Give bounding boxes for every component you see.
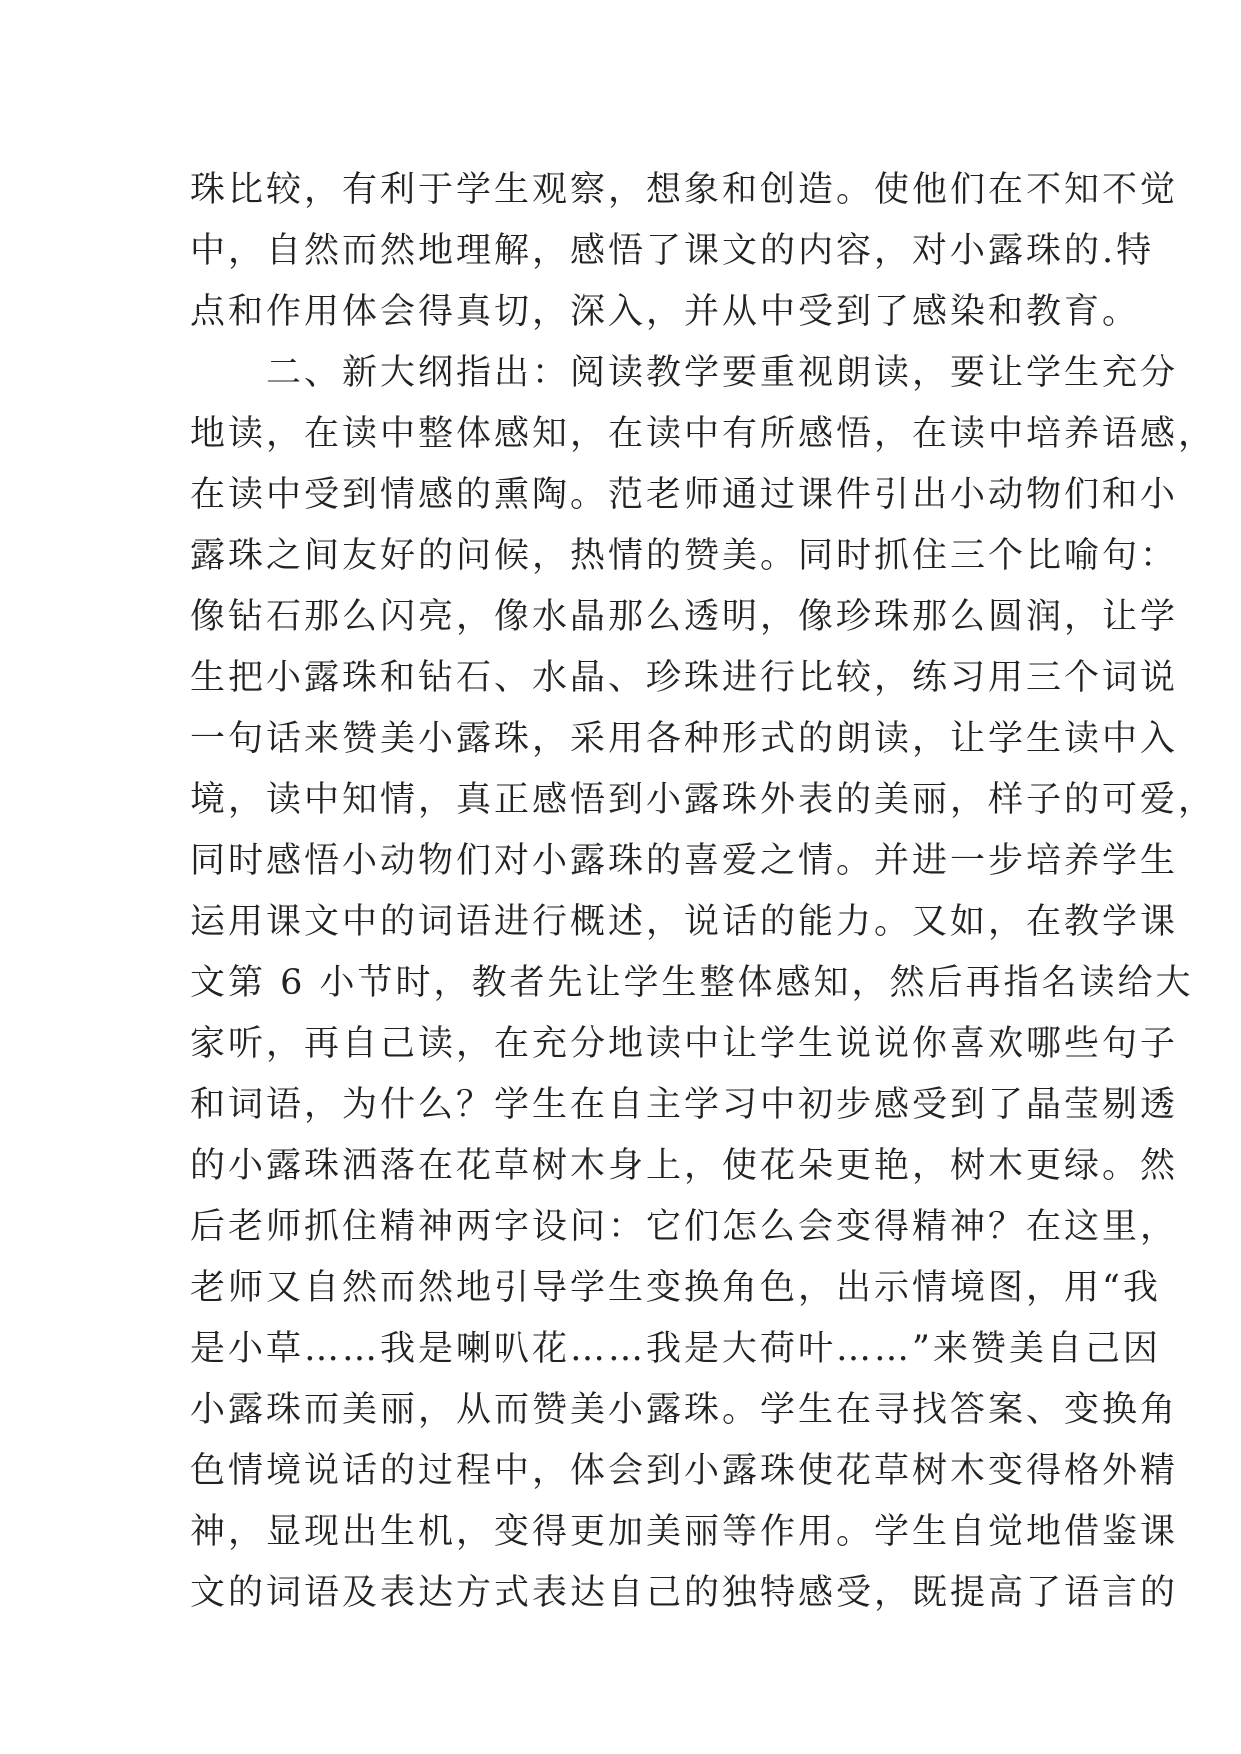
- text-line: 中，自然而然地理解，感悟了课文的内容，对小露珠的.特: [190, 231, 1155, 271]
- text-line: 运用课文中的词语进行概述，说话的能力。又如，在教学课: [190, 902, 1179, 942]
- text-line: 珠比较，有利于学生观察，想象和创造。使他们在不知不觉: [190, 170, 1179, 210]
- body-text: [190, 160, 1217, 1624]
- text-line: 文第 6 小节时，教者先让学生整体感知，然后再指名读给大: [190, 963, 1194, 1003]
- text-line: 是小草……我是喇叭花……我是大荷叶……”来赞美自己因: [190, 1329, 1161, 1369]
- text-line: 色情境说话的过程中，体会到小露珠使花草树木变得格外精: [190, 1451, 1179, 1491]
- text-line: 文的词语及表达方式表达自己的独特感受，既提高了语言的: [190, 1573, 1179, 1613]
- text-line: 小露珠而美丽，从而赞美小露珠。学生在寻找答案、变换角: [190, 1390, 1179, 1430]
- text-line: 同时感悟小动物们对小露珠的喜爱之情。并进一步培养学生: [190, 841, 1179, 881]
- text-line: 神，显现出生机，变得更加美丽等作用。学生自觉地借鉴课: [190, 1512, 1179, 1552]
- text-line: 的小露珠洒落在花草树木身上，使花朵更艳，树木更绿。然: [190, 1146, 1179, 1186]
- text-line: 老师又自然而然地引导学生变换角色，出示情境图，用“我: [190, 1268, 1161, 1308]
- text-line: 点和作用体会得真切，深入，并从中受到了感染和教育。: [190, 292, 1141, 332]
- text-line: 生把小露珠和钻石、水晶、珍珠进行比较，练习用三个词说: [190, 658, 1179, 698]
- text-line: 像钻石那么闪亮，像水晶那么透明，像珍珠那么圆润，让学: [190, 597, 1179, 637]
- text-line: 一句话来赞美小露珠，采用各种形式的朗读，让学生读中入: [190, 719, 1179, 759]
- text-line: 和词语，为什么？学生在自主学习中初步感受到了晶莹剔透: [190, 1085, 1179, 1125]
- paragraph-start-line: 二、新大纲指出：阅读教学要重视朗读，要让学生充分: [190, 353, 1179, 393]
- text-line: 露珠之间友好的问候，热情的赞美。同时抓住三个比喻句：: [190, 536, 1179, 576]
- text-line: 后老师抓住精神两字设问：它们怎么会变得精神？在这里，: [190, 1207, 1179, 1247]
- text-line: 地读，在读中整体感知，在读中有所感悟，在读中培养语感，: [190, 414, 1217, 454]
- text-line: 家听，再自己读，在充分地读中让学生说说你喜欢哪些句子: [190, 1024, 1179, 1064]
- text-line: 境，读中知情，真正感悟到小露珠外表的美丽，样子的可爱，: [190, 780, 1217, 820]
- text-line: 在读中受到情感的熏陶。范老师通过课件引出小动物们和小: [190, 475, 1179, 515]
